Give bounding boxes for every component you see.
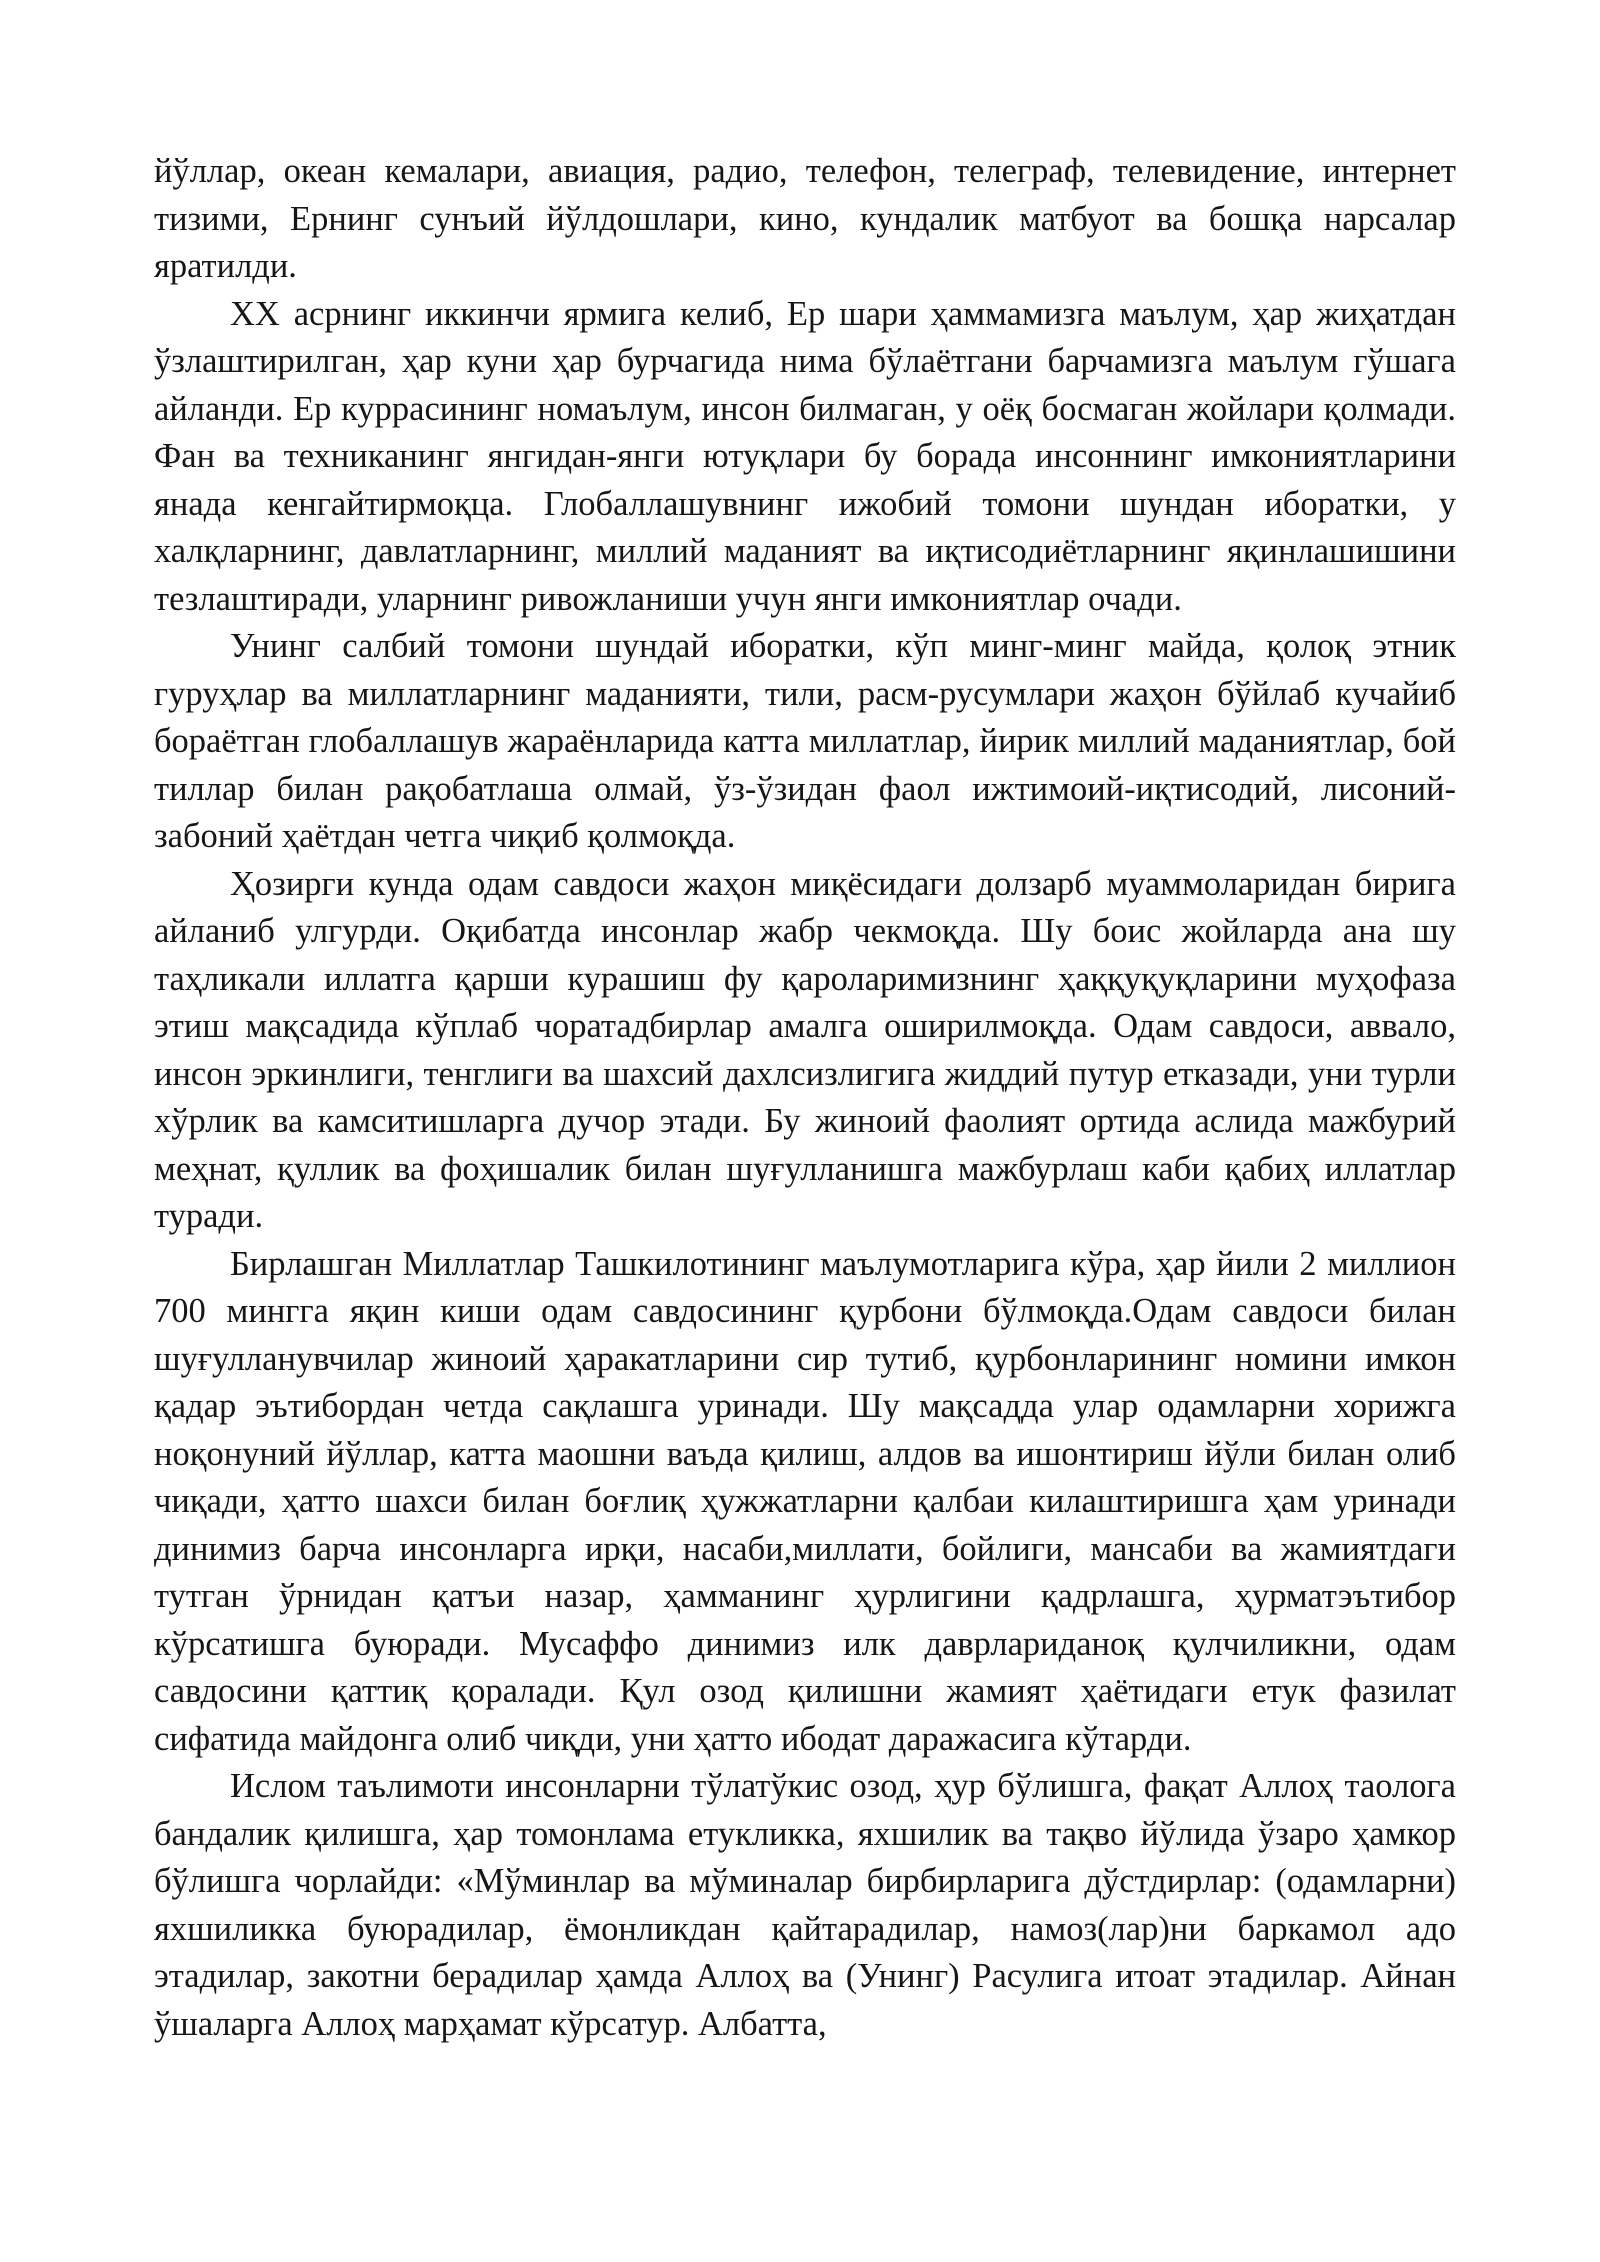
- paragraph-4: Ҳозирги кунда одам савдоси жаҳон миқёсидаги долзарб муаммоларидан бирига айланиб улгурди. Оқибатда инсонлар жабр чекмоқда. Шу боис жойларда ана шу таҳликали иллатга қарши курашиш фу қароларимизнинг ҳаққуқуқларини муҳофаза этиш мақсадида кўплаб чоратадбирлар амалга оширилмоқда. Одам савдоси, аввало, инсон эркинлиги, тенглиги ва шахсий дахлсизлигига жиддий путур етказади, уни турли хўрлик ва камситишларга дучор этади. Бу жиноий фаолият ортида аслида мажбурий меҳнат, қуллик ва фоҳишалик билан шуғулланишга мажбурлаш каби қабиҳ иллатлар туради.: [154, 864, 1456, 1235]
- document-page: [154, 148, 1456, 2048]
- paragraph-5: Бирлашган Миллатлар Ташкилотининг маълумотларига кўра, ҳар йили 2 миллион 700 мингга яқин киши одам савдосининг қурбони бўлмоқда.Одам савдоси билан шуғулланувчилар жиноий ҳаракатларини сир тутиб, қурбонларининг номини имкон қадар эътибордан четда сақлашга уринади. Шу мақсадда улар одамларни хорижга ноқонуний йўллар, катта маошни ваъда қилиш, алдов ва ишонтириш йўли билан олиб чиқади, ҳатто шахси билан боғлиқ ҳужжатларни қалбаи килаштиришга ҳам уринади динимиз барча инсонларга ирқи, насаби,миллати, бойлиги, мансаби ва жамиятдаги тутган ўрнидан қатъи назар, ҳамманинг ҳурлигини қадрлашга, ҳурматэътибор кўрсатишга буюради. Мусаффо динимиз илк даврлариданоқ қулчиликни, одам савдосини қаттиқ қоралади. Қул озод қилишни жамият ҳаётидаги етук фазилат сифатида майдонга олиб чиқди, уни ҳатто ибодат даражасига кўтарди.: [154, 1244, 1456, 1758]
- paragraph-3: Унинг салбий томони шундай иборатки, кўп минг-минг майда, қолоқ этник гуруҳлар ва миллатларнинг маданияти, тили, расм-русумлари жаҳон бўйлаб кучайиб бораётган глобаллашув жараёнларида катта миллатлар, йирик миллий маданиятлар, бой тиллар билан рақобатлаша олмай, ўз-ўзидан фаол ижтимоий-иқтисодий, лисоний-забоний ҳаётдан четга чиқиб қолмоқда.: [154, 627, 1456, 855]
- paragraph-1: йўллар, океан кемалари, авиация, радио, телефон, телеграф, телевидение, интернет тизими, Ернинг сунъий йўлдошлари, кино, кундалик матбуот ва бошқа нарсалар яратилди.: [154, 152, 1456, 285]
- paragraph-6: Ислом таълимоти инсонларни тўлатўкис озод, ҳур бўлишга, фақат Аллоҳ таолога бандалик қилишга, ҳар томонлама етукликка, яхшилик ва тақво йўлида ўзаро ҳамкор бўлишга чорлайди: «Мўминлар ва мўминалар бирбирларига дўстдирлар: (одамларни) яхшиликка буюрадилар, ёмонликдан қайтарадилар, намоз(лар)ни баркамол адо этадилар, закотни берадилар ҳамда Аллоҳ ва (Унинг) Расулига итоат этадилар. Айнан ўшаларга Аллоҳ марҳамат кўрсатур. Албатта,: [154, 1767, 1456, 2043]
- paragraph-2: XX асрнинг иккинчи ярмига келиб, Ер шари ҳаммамизга маълум, ҳар жиҳатдан ўзлаштирилган, ҳар куни ҳар бурчагида нима бўлаётгани барчамизга маълум гўшага айланди. Ер куррасининг номаълум, инсон билмаган, у оёқ босмаган жойлари қолмади. Фан ва техниканинг янгидан-янги ютуқлари бу борада инсоннинг имкониятларини янада кенгайтирмоқца. Глобаллашувнинг ижобий томони шундан иборатки, у халқларнинг, давлатларнинг, миллий маданият ва иқтисодиётларнинг яқинлашишини тезлаштиради, уларнинг ривожланиши учун янги имкониятлар очади.: [154, 294, 1456, 618]
